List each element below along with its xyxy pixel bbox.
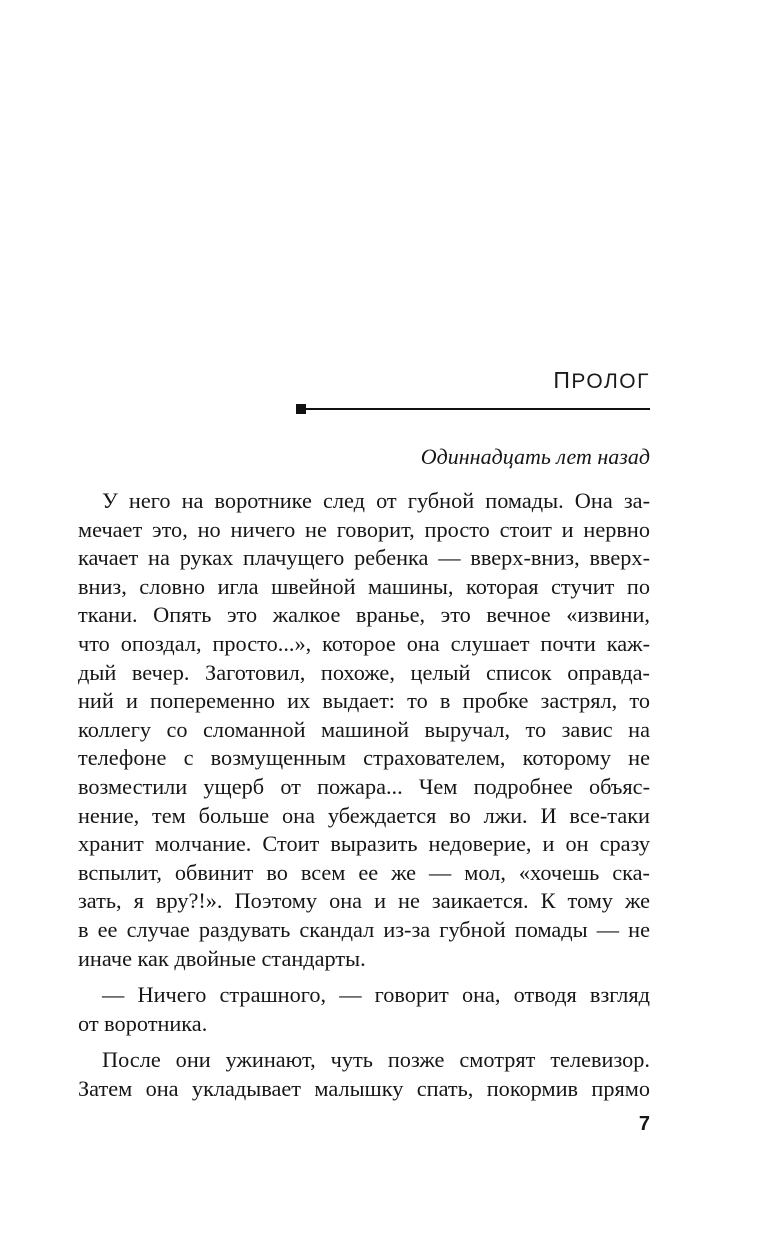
chapter-title (460, 366, 650, 396)
text-line: дый вечер. Заготовил, похоже, целый список оправда- (78, 659, 650, 685)
chapter-title-initial: П (553, 367, 572, 393)
page-number: 7 (638, 1113, 650, 1135)
horizontal-rule (304, 408, 650, 410)
text-line: Затем она укладывает малышку спать, покормив прямо (78, 1075, 650, 1101)
text-line: мечает это, но ничего не говорит, просто стоит и нервно (78, 516, 650, 542)
body-text (78, 487, 650, 1103)
text-line: иначе как двойные стандарты. (78, 945, 366, 971)
text-line: — Ничего страшного, — говорит она, отводя взгляд (102, 982, 650, 1008)
text-line: вспылит, обвинит во всем ее же — мол, «хочешь ска- (78, 859, 650, 885)
text-line: У него на воротнике след от губной помады. Она за- (102, 488, 650, 513)
text-line: зать, я вру?!». Поэтому она и не заикается. К тому же (78, 888, 650, 914)
text-line: коллегу со сломанной машиной выручал, то завис на (78, 716, 650, 742)
text-line: что опоздал, просто...», которое она слушает почти каж- (78, 630, 650, 656)
text-line: телефоне с возмущенным страхователем, которому не (78, 745, 650, 771)
text-line: от воротника. (78, 1010, 208, 1036)
text-line: нение, тем больше она убеждается во лжи. И все-таки (78, 802, 650, 828)
text-line: хранит молчание. Стоит выразить недоверие, и он сразу (78, 831, 650, 857)
text-line: ний и попеременно их выдает: то в пробке застрял, то (78, 688, 650, 714)
text-line: вниз, словно игла швейной машины, которая стучит по (78, 573, 650, 599)
chapter-title-rest: РОЛОГ (571, 370, 650, 393)
text-line: качает на руках плачущего ребенка — вверх-вниз, вверх- (78, 545, 650, 571)
text-line: возместили ущерб от пожара... Чем подробнее объяс- (78, 773, 650, 799)
chapter-title-rule (296, 403, 650, 415)
text-line: в ее случае раздувать скандал из-за губной помады — не (78, 916, 650, 942)
text-line: После они ужинают, чуть позже смотрят телевизор. (102, 1047, 650, 1073)
text-line: ткани. Опять это жалкое вранье, это вечное «извини, (78, 602, 650, 628)
epigraph: Одиннадцать лет назад (420, 444, 650, 469)
